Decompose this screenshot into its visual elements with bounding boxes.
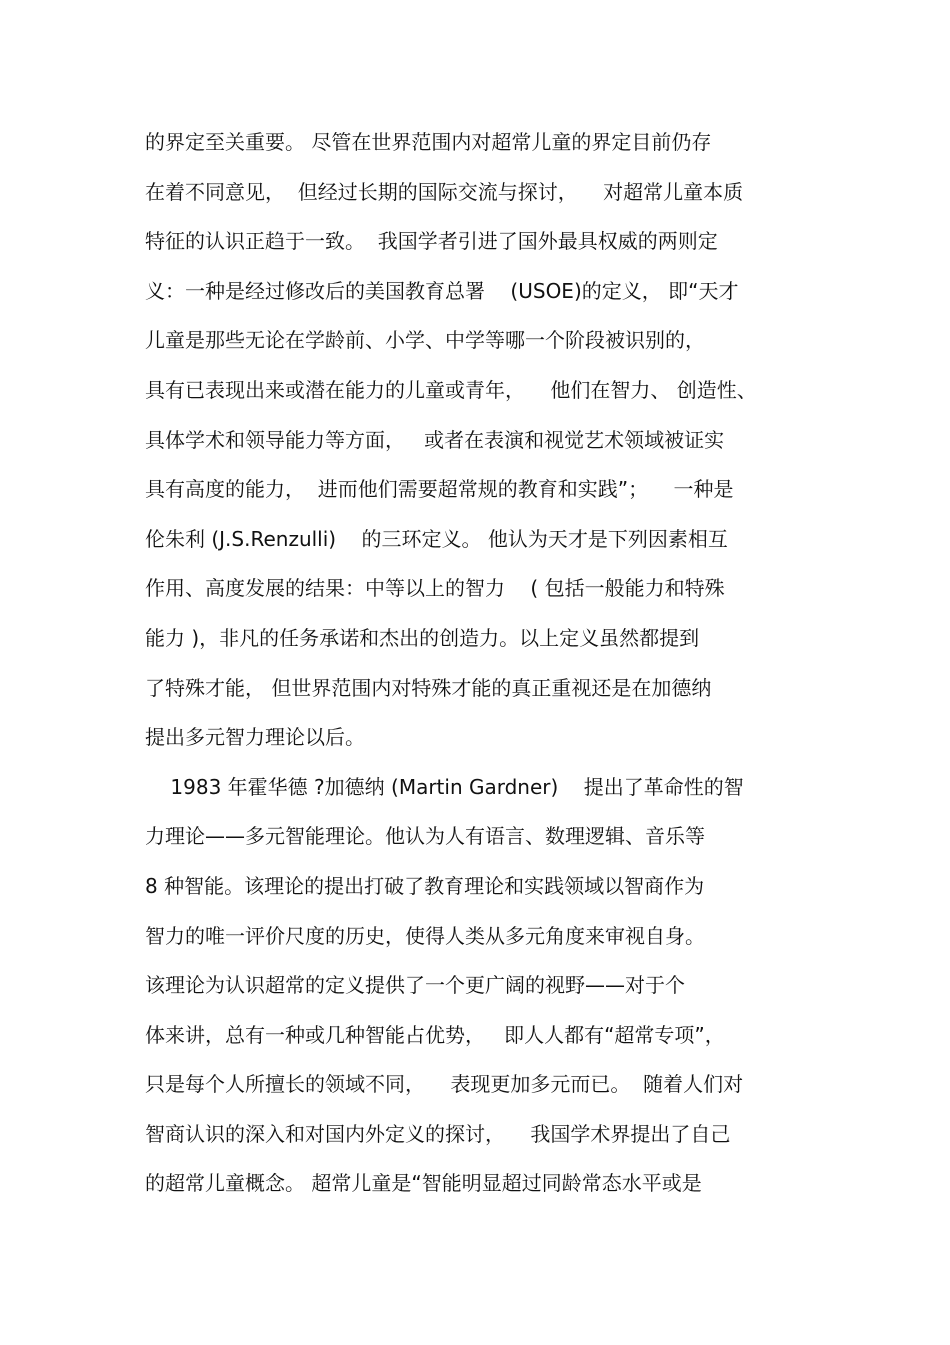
text-line: 的超常儿童概念。 超常儿童是“智能明显超过同龄常态水平或是: [145, 1171, 702, 1196]
text-line: 具有高度的能力， 进而他们需要超常规的教育和实践”； 一种是: [145, 477, 734, 502]
text-line: 儿童是那些无论在学龄前、小学、中学等哪一个阶段被识别的，: [145, 328, 705, 353]
text-line: 的界定至关重要。 尽管在世界范围内对超常儿童的界定目前仍存: [145, 130, 712, 154]
text-line: 智力的唯一评价尺度的历史，使得人类从多元角度来审视自身。: [145, 923, 705, 948]
text-line: 1983 年霍华德 ?加德纳 (Martin Gardner) 提出了革命性的智: [145, 774, 744, 799]
body-text: [145, 124, 825, 1215]
text-line: 该理论为认识超常的定义提供了一个更广阔的视野——对于个: [145, 973, 685, 998]
text-line: 8 种智能。该理论的提出打破了教育理论和实践领域以智商作为: [145, 873, 705, 898]
text-line: 具有已表现出来或潜在能力的儿童或青年， 他们在智力、 创造性、: [145, 377, 757, 402]
text-line: 只是每个人所擅长的领域不同， 表现更加多元而已。 随着人们对: [145, 1072, 744, 1097]
text-line: 能力 )，非凡的任务承诺和杰出的创造力。以上定义虽然都提到: [145, 625, 700, 650]
text-line: 提出多元智力理论以后。: [145, 725, 365, 750]
text-line: 力理论——多元智能理论。他认为人有语言、数理逻辑、音乐等: [145, 824, 705, 849]
text-line: 伦朱利 (J.S.Renzulli) 的三环定义。 他认为天才是下列因素相互: [145, 526, 728, 551]
text-line: 作用、高度发展的结果：中等以上的智力 ( 包括一般能力和特殊: [145, 576, 725, 601]
text-line: 了特殊才能， 但世界范围内对特殊才能的真正重视还是在加德纳: [145, 675, 712, 700]
text-line: 体来讲，总有一种或几种智能占优势， 即人人都有“超常专项”，: [145, 1022, 725, 1047]
text-line: 在着不同意见， 但经过长期的国际交流与探讨， 对超常儿童本质: [145, 179, 744, 204]
text-line: 特征的认识正趋于一致。 我国学者引进了国外最具权威的两则定: [145, 229, 718, 254]
text-line: 具体学术和领导能力等方面， 或者在表演和视觉艺术领域被证实: [145, 427, 725, 452]
text-line: 义：一种是经过修改后的美国教育总署 (USOE)的定义， 即“天才: [145, 278, 739, 303]
text-line: 智商认识的深入和对国内外定义的探讨， 我国学术界提出了自己: [145, 1121, 731, 1146]
